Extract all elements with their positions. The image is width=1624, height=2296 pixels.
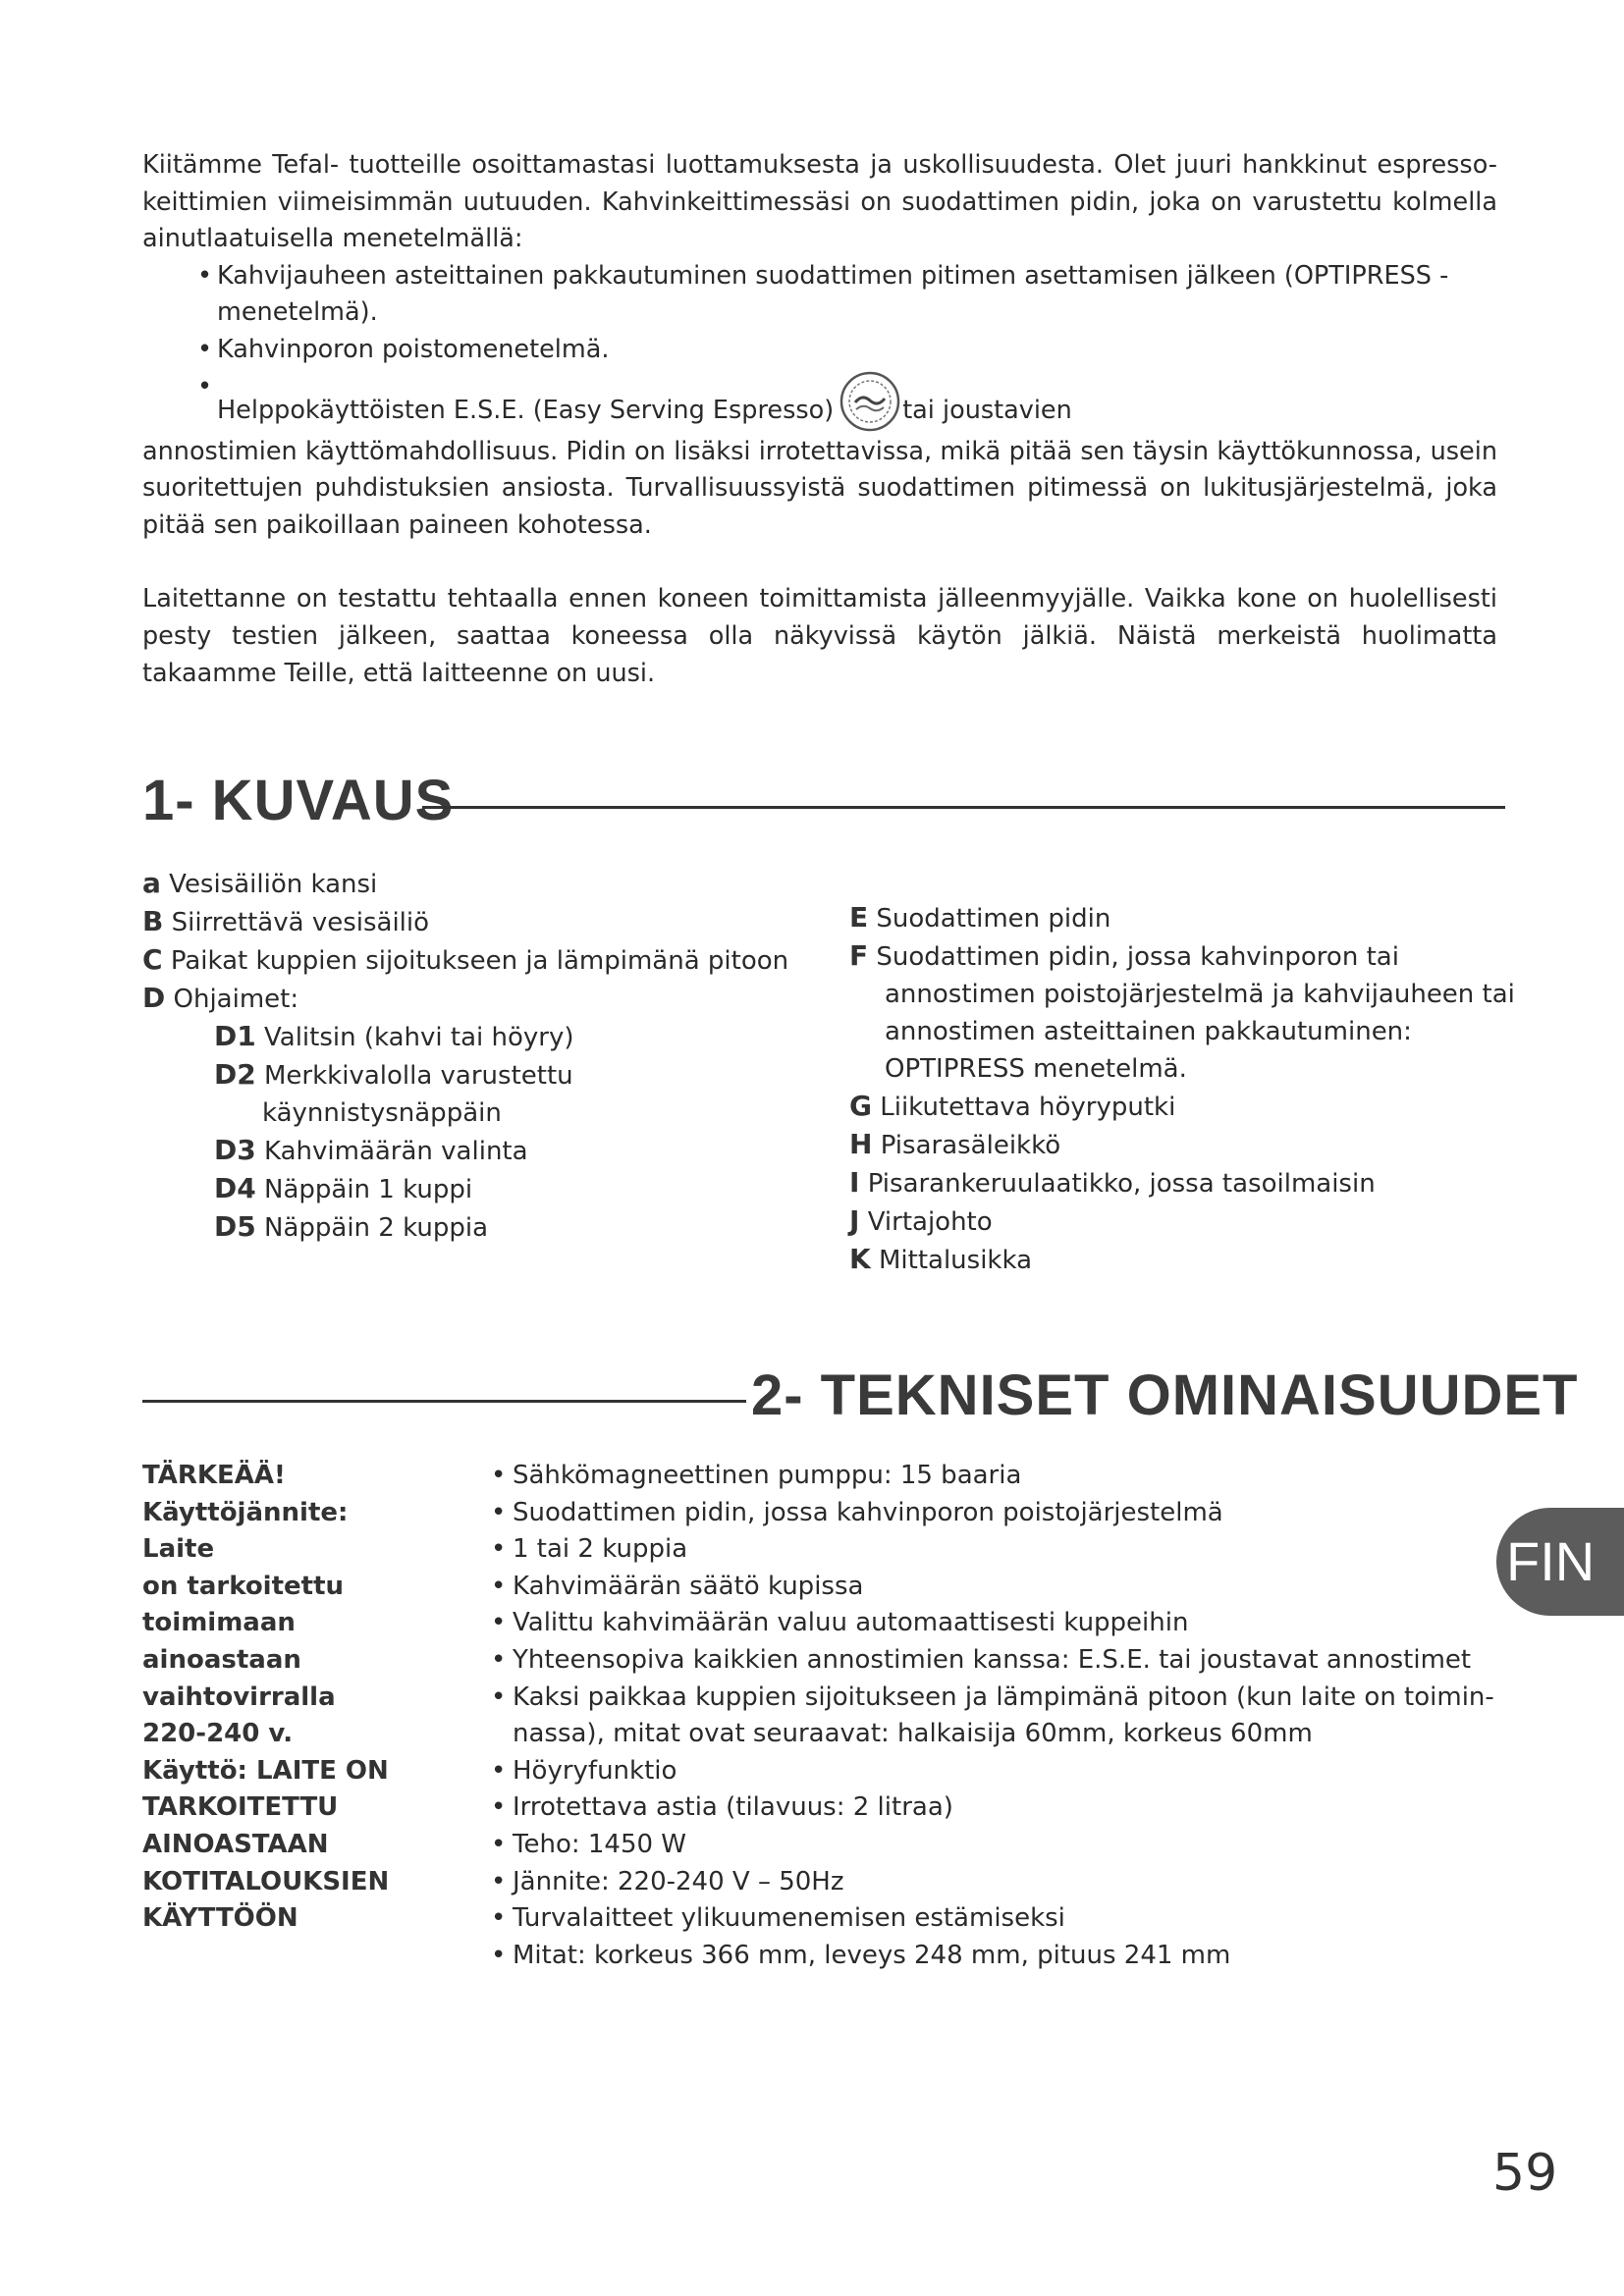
part-key: I: [849, 1166, 860, 1199]
notice-line: vaihtovirralla: [142, 1682, 336, 1712]
ese-seal-icon: [838, 369, 902, 434]
notice-line: toimimaan: [142, 1608, 296, 1638]
list-item: • Turvalaitteet ylikuumenemisen estämiseksi: [491, 1900, 1532, 1938]
intro-paragraph: Laitettanne on testattu tehtaalla ennen koneen toimittamista jälleenmyyjälle. Vaikka kone on huolellisesti pesty testien jälkeen, saattaa koneessa olla näkyvissä käytön jälkiä. Näistä merkeistä huolimatta takaamme Teille, että laitteenne on uusi.: [142, 584, 1497, 688]
part-key: D2: [214, 1058, 256, 1091]
feature-list: [142, 258, 1497, 434]
section-title-tekniset: 2- TEKNISET OMINAISUUDET: [751, 1363, 1579, 1427]
list-item: • Kaksi paikkaa kuppien sijoitukseen ja lämpimänä pitoon (kun laite on toimin-nassa), mitat ovat seuraavat: halkaisija 60mm, korkeus 60mm: [491, 1680, 1532, 1753]
list-item-text: tai joustavien: [902, 395, 1072, 425]
part-key: H: [849, 1128, 873, 1160]
list-item: • Irrotettava astia (tilavuus: 2 litraa): [491, 1789, 1532, 1827]
intro-paragraph: annostimien käyttömahdollisuus. Pidin on lisäksi irrotettavissa, mikä pitää sen täysin käyttökunnossa, usein suoritettujen puhdistuksien ansiosta. Turvallisuussyistä suodattimen pitimessä on lukitusjärjestelmä, joka pitää sen paikoillaan paineen kohotessa.: [142, 436, 1497, 540]
list-item: [142, 865, 830, 903]
part-key: G: [849, 1090, 872, 1122]
list-item: [849, 1013, 1507, 1050]
part-label: Merkkivalolla varustettu: [264, 1061, 573, 1091]
section-title-kuvaus: 1- KUVAUS: [142, 769, 455, 832]
divider: [142, 1400, 746, 1403]
list-item: • Jännite: 220-240 V – 50Hz: [491, 1864, 1532, 1901]
part-key: K: [849, 1243, 871, 1275]
part-label: Paikat kuppien sijoitukseen ja lämpimänä pitoon: [170, 946, 789, 976]
list-item: [197, 369, 1497, 434]
page-number: 59: [1492, 2144, 1558, 2203]
list-item: [849, 1202, 1507, 1241]
part-label: käynnistysnäppäin: [262, 1098, 502, 1128]
list-item: [142, 1018, 830, 1056]
part-label: annostimen asteittainen pakkautuminen:: [885, 1017, 1412, 1046]
part-label: Valitsin (kahvi tai höyry): [264, 1023, 574, 1052]
part-label: Mittalusikka: [878, 1246, 1033, 1275]
notice-line: on tarkoitettu: [142, 1571, 345, 1601]
language-code: FIN: [1506, 1530, 1596, 1592]
divider: [422, 806, 1505, 809]
part-key: a: [142, 867, 161, 899]
list-item: [849, 937, 1507, 976]
list-item: [142, 1056, 830, 1095]
part-label: Suodattimen pidin, jossa kahvinporon tai: [876, 942, 1399, 972]
list-item: [849, 1088, 1507, 1126]
list-item: [142, 1208, 830, 1247]
list-item: [849, 976, 1515, 1013]
list-item: • Sähkömagneettinen pumppu: 15 baaria: [491, 1458, 1532, 1495]
spec-list: [491, 1458, 1532, 1974]
list-item: • Kahvijauheen asteittainen pakkautuminen suodattimen pitimen asettamisen jälkeen (OPTIPRESS - menetelmä).: [197, 258, 1497, 332]
part-key: J: [849, 1204, 860, 1237]
list-item: [142, 903, 830, 941]
list-item: • Valittu kahvimäärän valuu automaattisesti kuppeihin: [491, 1605, 1532, 1642]
list-item: • 1 tai 2 kuppia: [491, 1531, 1532, 1569]
list-item: [849, 1164, 1507, 1202]
part-label: Siirrettävä vesisäiliö: [171, 908, 430, 937]
list-item: • Höyryfunktio: [491, 1753, 1532, 1790]
part-label: Näppäin 2 kuppia: [264, 1213, 488, 1243]
part-key: E: [849, 901, 869, 934]
list-item: • Kahvinporon poistomenetelmä.: [197, 332, 1497, 369]
list-item: [849, 899, 1507, 937]
notice-line: TÄRKEÄÄ!: [142, 1461, 286, 1490]
notice-line: TARKOITETTU: [142, 1792, 339, 1823]
list-item: • Mitat: korkeus 366 mm, leveys 248 mm, pituus 241 mm: [491, 1938, 1532, 1975]
list-item: • Teho: 1450 W: [491, 1827, 1532, 1864]
notice-line: KÄYTTÖÖN: [142, 1903, 298, 1934]
part-key: D4: [214, 1172, 256, 1204]
part-label: Ohjaimet:: [173, 985, 299, 1014]
part-label: Liikutettava höyryputki: [880, 1093, 1176, 1122]
part-key: C: [142, 943, 163, 976]
list-item: [142, 1095, 830, 1132]
part-label: Virtajohto: [867, 1207, 993, 1237]
intro-section: [142, 147, 1497, 692]
part-label: Kahvimäärän valinta: [264, 1137, 528, 1166]
list-item: [142, 941, 830, 980]
list-item: [142, 1170, 830, 1208]
part-label: OPTIPRESS menetelmä.: [885, 1054, 1187, 1084]
parts-list-right: [849, 899, 1515, 1279]
part-key: D: [142, 982, 166, 1014]
part-key: D3: [214, 1134, 256, 1166]
notice-line: AINOASTAAN: [142, 1829, 329, 1859]
part-label: Suodattimen pidin: [876, 904, 1111, 934]
intro-paragraph: Kiitämme Tefal- tuotteille osoittamastasi luottamuksesta ja uskollisuudesta. Olet juuri hankkinut espresso-keittimien viimeisimmän uutuuden. Kahvinkeittimessäsi on suodattimen pidin, joka on varustettu kolmella ainutlaatuisella menetelmällä:: [142, 150, 1497, 254]
part-label: Pisarasäleikkö: [880, 1131, 1061, 1160]
list-item: [849, 1126, 1507, 1164]
list-item: [849, 1050, 1507, 1088]
list-item-text: Helppokäyttöisten E.S.E. (Easy Serving Espresso): [217, 395, 835, 425]
parts-list-left: [142, 865, 830, 1247]
list-item: [142, 980, 830, 1018]
list-item: [142, 1132, 830, 1170]
part-label: Näppäin 1 kuppi: [264, 1175, 473, 1204]
part-key: D5: [214, 1210, 256, 1243]
language-tab: [1496, 1508, 1624, 1616]
notice-line: Käyttöjännite: Laite: [142, 1497, 349, 1565]
notice-line: KOTITALOUKSIEN: [142, 1866, 390, 1896]
part-label: Pisarankeruulaatikko, jossa tasoilmaisin: [867, 1169, 1376, 1199]
list-item: • Kahvimäärän säätö kupissa: [491, 1569, 1532, 1606]
list-item: • Yhteensopiva kaikkien annostimien kanssa: E.S.E. tai joustavat annostimet: [491, 1642, 1532, 1680]
list-item: • Suodattimen pidin, jossa kahvinporon poistojärjestelmä: [491, 1495, 1532, 1532]
part-label: Vesisäiliön kansi: [169, 870, 378, 899]
part-key: D1: [214, 1020, 256, 1052]
list-item: [849, 1241, 1507, 1279]
notice-line: 220-240 v.: [142, 1719, 294, 1749]
important-notice: [142, 1458, 427, 1938]
part-key: F: [849, 939, 869, 972]
part-label: annostimen poistojärjestelmä ja kahvijauheen tai: [885, 980, 1515, 1009]
part-key: B: [142, 905, 164, 937]
notice-line: ainoastaan: [142, 1644, 301, 1675]
notice-line: Käyttö: LAITE ON: [142, 1755, 389, 1786]
